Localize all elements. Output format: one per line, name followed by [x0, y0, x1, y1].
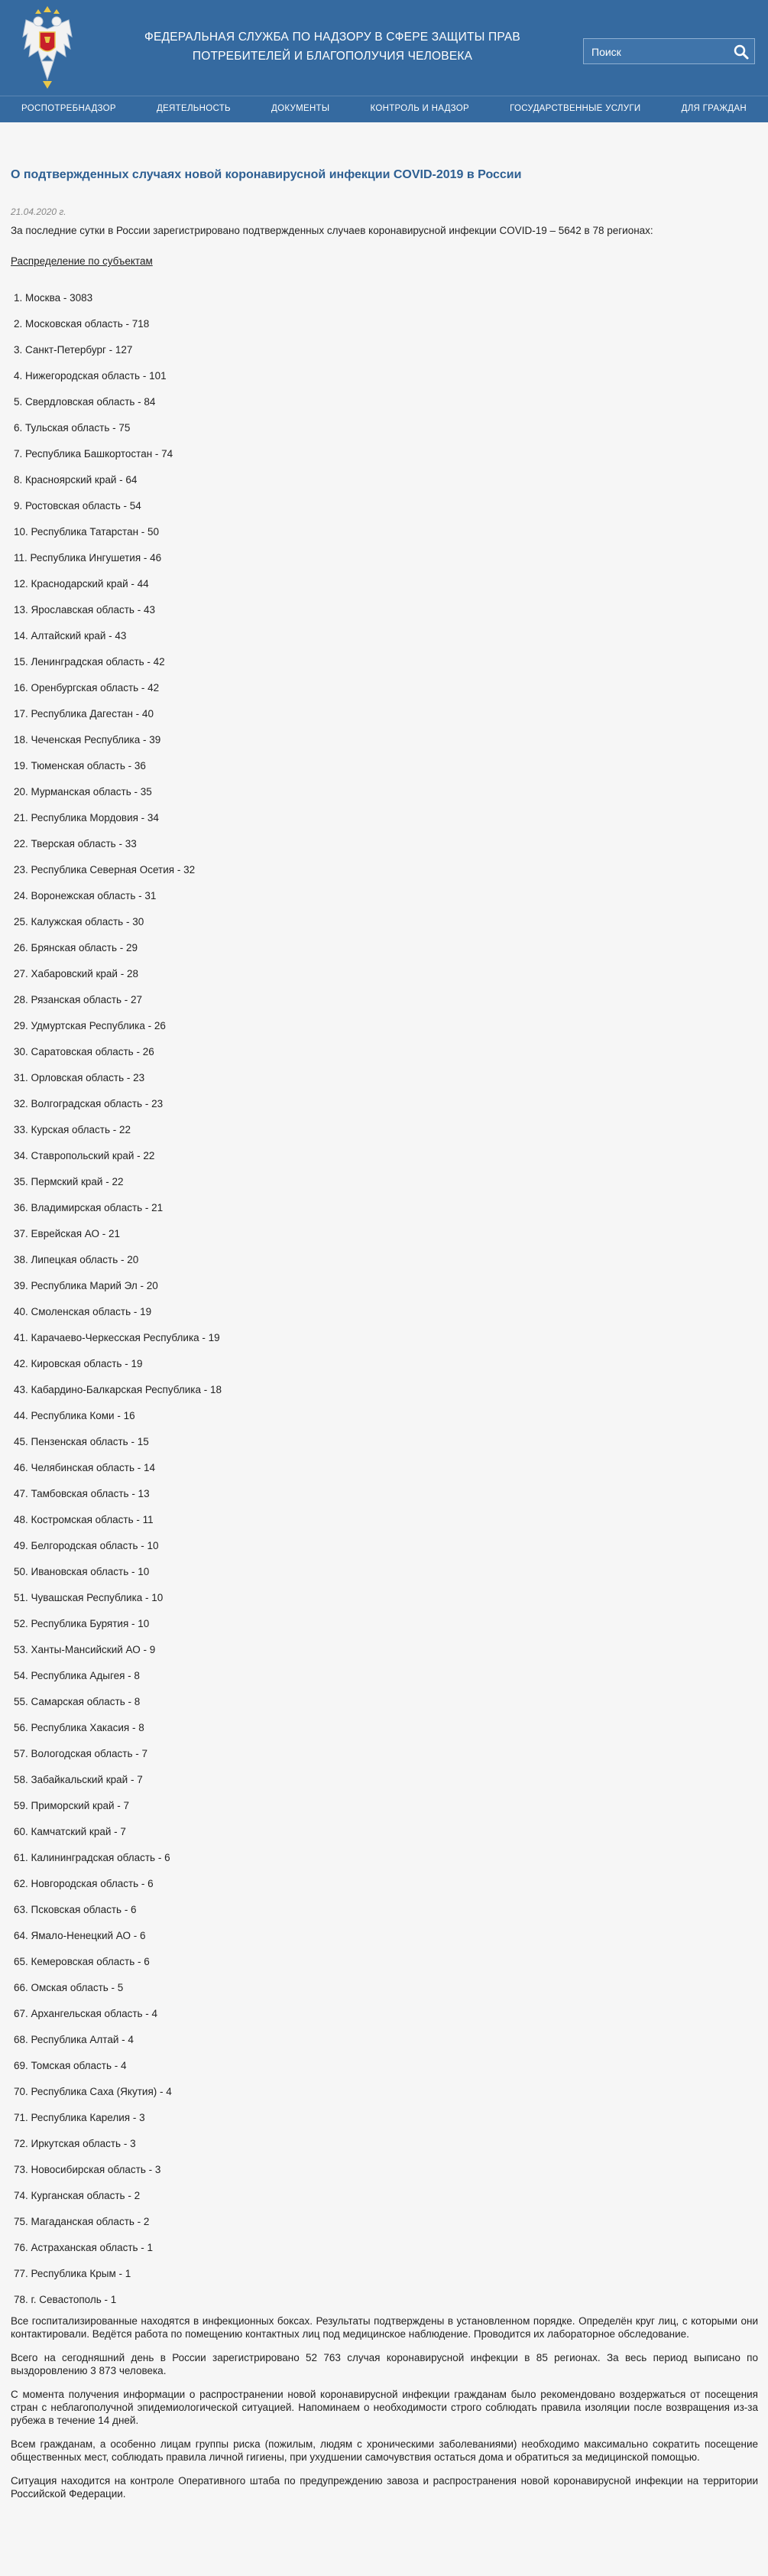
nav-item-rospotrebnadzor[interactable]: РОСПОТРЕБНАДЗОР — [21, 104, 116, 113]
list-item: 31. Орловская область - 23 — [14, 1072, 145, 1083]
list-item: 53. Ханты-Мансийский АО - 9 — [14, 1644, 156, 1655]
list-item: 4. Нижегородская область - 101 — [14, 370, 167, 382]
list-item: 58. Забайкальский край - 7 — [14, 1774, 143, 1785]
list-item: 30. Саратовская область - 26 — [14, 1046, 154, 1057]
list-item: 17. Республика Дагестан - 40 — [14, 708, 154, 720]
list-item: 52. Республика Бурятия - 10 — [14, 1618, 150, 1629]
main-nav — [0, 96, 768, 120]
list-item: 38. Липецкая область - 20 — [14, 1254, 139, 1265]
article — [11, 167, 758, 2511]
list-item: 65. Кемеровская область - 6 — [14, 1956, 150, 1967]
list-item: 49. Белгородская область - 10 — [14, 1540, 159, 1551]
list-item: 39. Республика Марий Эл - 20 — [14, 1280, 158, 1291]
list-item: 56. Республика Хакасия - 8 — [14, 1722, 144, 1733]
list-item: 19. Тюменская область - 36 — [14, 760, 146, 772]
list-item: 42. Кировская область - 19 — [14, 1358, 143, 1369]
article-paragraph: Всего на сегодняшний день в России зарегистрировано 52 763 случая коронавирусной инфекции в 85 регионах. За весь период выписано по выздоровлению 3 873 человека. — [11, 2352, 758, 2376]
nav-item-citizens[interactable]: ДЛЯ ГРАЖДАН — [681, 104, 747, 113]
list-item: 78. г. Севастополь - 1 — [14, 2294, 117, 2305]
list-item: 63. Псковская область - 6 — [14, 1904, 137, 1915]
distribution-title: Распределение по субъектам — [11, 255, 153, 267]
list-item: 62. Новгородская область - 6 — [14, 1878, 154, 1889]
list-item: 36. Владимирская область - 21 — [14, 1202, 164, 1213]
list-item: 23. Республика Северная Осетия - 32 — [14, 864, 196, 875]
site-header — [0, 0, 768, 122]
list-item: 73. Новосибирская область - 3 — [14, 2164, 161, 2175]
list-item: 18. Чеченская Республика - 39 — [14, 734, 161, 746]
list-item: 13. Ярославская область - 43 — [14, 604, 155, 616]
list-item: 26. Брянская область - 29 — [14, 942, 138, 953]
list-item: 33. Курская область - 22 — [14, 1124, 131, 1135]
list-item: 7. Республика Башкортостан - 74 — [14, 448, 173, 460]
list-item: 2. Московская область - 718 — [14, 318, 150, 330]
list-item: 9. Ростовская область - 54 — [14, 500, 141, 512]
list-item: 50. Ивановская область - 10 — [14, 1566, 150, 1577]
double-headed-eagle-emblem-icon[interactable] — [20, 6, 75, 92]
list-item: 59. Приморский край - 7 — [14, 1800, 130, 1811]
list-item: 21. Республика Мордовия - 34 — [14, 812, 159, 823]
list-item: 27. Хабаровский край - 28 — [14, 968, 138, 979]
list-item: 68. Республика Алтай - 4 — [14, 2034, 134, 2045]
list-item: 66. Омская область - 5 — [14, 1982, 124, 1993]
list-item: 48. Костромская область - 11 — [14, 1514, 154, 1525]
list-item: 72. Иркутская область - 3 — [14, 2138, 136, 2149]
nav-item-services[interactable]: ГОСУДАРСТВЕННЫЕ УСЛУГИ — [510, 104, 641, 113]
list-item: 60. Камчатский край - 7 — [14, 1826, 126, 1837]
list-item: 22. Тверская область - 33 — [14, 838, 137, 849]
list-item: 75. Магаданская область - 2 — [14, 2216, 150, 2227]
list-item: 43. Кабардино-Балкарская Республика - 18 — [14, 1384, 222, 1395]
list-item: 45. Пензенская область - 15 — [14, 1436, 149, 1447]
list-item: 41. Карачаево-Черкесская Республика - 19 — [14, 1332, 220, 1343]
list-item: 44. Республика Коми - 16 — [14, 1410, 135, 1421]
list-item: 64. Ямало-Ненецкий АО - 6 — [14, 1930, 146, 1941]
list-item: 51. Чувашская Республика - 10 — [14, 1592, 164, 1603]
list-item: 37. Еврейская АО - 21 — [14, 1228, 120, 1239]
list-item: 69. Томская область - 4 — [14, 2060, 127, 2071]
list-item: 8. Красноярский край - 64 — [14, 474, 138, 486]
list-item: 67. Архангельская область - 4 — [14, 2008, 158, 2019]
list-item: 70. Республика Саха (Якутия) - 4 — [14, 2086, 172, 2097]
list-item: 29. Удмуртская Республика - 26 — [14, 1020, 166, 1031]
nav-item-documents[interactable]: ДОКУМЕНТЫ — [271, 104, 330, 113]
article-title: О подтвержденных случаях новой коронавирусной инфекции COVID-2019 в России — [11, 168, 522, 181]
list-item: 3. Санкт-Петербург - 127 — [14, 344, 133, 356]
list-item: 24. Воронежская область - 31 — [14, 890, 157, 901]
list-item: 35. Пермский край - 22 — [14, 1176, 124, 1187]
search-input[interactable] — [584, 39, 731, 65]
list-item: 77. Республика Крым - 1 — [14, 2268, 131, 2279]
list-item: 14. Алтайский край - 43 — [14, 630, 127, 642]
article-paragraph: Все госпитализированные находятся в инфекционных боксах. Результаты подтверждены в установленном порядке. Определён круг лиц, с которыми они контактировали. Ведётся работа по помещению контактных лиц под медицинское наблюдение. Проводится их лабораторное обследование. — [11, 2315, 758, 2340]
list-item: 55. Самарская область - 8 — [14, 1696, 141, 1707]
search-box — [583, 38, 755, 64]
list-item: 6. Тульская область - 75 — [14, 422, 131, 434]
list-item: 20. Мурманская область - 35 — [14, 786, 152, 797]
region-list — [11, 291, 758, 2319]
article-paragraphs — [11, 2315, 758, 2500]
list-item: 1. Москва - 3083 — [14, 292, 93, 304]
list-item: 57. Вологодская область - 7 — [14, 1748, 147, 1759]
list-item: 12. Краснодарский край - 44 — [14, 578, 149, 590]
list-item: 15. Ленинградская область - 42 — [14, 656, 165, 668]
list-item: 61. Калининградская область - 6 — [14, 1852, 170, 1863]
site-title: ФЕДЕРАЛЬНАЯ СЛУЖБА ПО НАДЗОРУ В СФЕРЕ ЗАЩИТЫ ПРАВ ПОТРЕБИТЕЛЕЙ И БЛАГОПОЛУЧИЯ ЧЕЛОВЕКА — [144, 31, 520, 63]
list-item: 16. Оренбургская область - 42 — [14, 682, 160, 694]
list-item: 71. Республика Карелия - 3 — [14, 2112, 145, 2123]
list-item: 11. Республика Ингушетия - 46 — [14, 552, 162, 564]
article-paragraph: Ситуация находится на контроле Оперативного штаба по предупреждению завоза и распространения новой коронавирусной инфекции на территории Российской Федерации. — [11, 2475, 758, 2500]
list-item: 25. Калужская область - 30 — [14, 916, 144, 927]
list-item: 47. Тамбовская область - 13 — [14, 1488, 150, 1499]
list-item: 46. Челябинская область - 14 — [14, 1462, 156, 1473]
list-item: 76. Астраханская область - 1 — [14, 2242, 154, 2253]
list-item: 74. Курганская область - 2 — [14, 2190, 141, 2201]
list-item: 28. Рязанская область - 27 — [14, 994, 143, 1005]
list-item: 54. Республика Адыгея - 8 — [14, 1670, 140, 1681]
list-item: 40. Смоленская область - 19 — [14, 1306, 152, 1317]
list-item: 34. Ставропольский край - 22 — [14, 1150, 155, 1161]
article-paragraph: С момента получения информации о распространении новой коронавирусной инфекции гражданам было рекомендовано воздержаться от посещения стран с неблагополучной эпидемиологической ситуацией. Напоминаем о необходимости строго соблюдать правила изоляции после возвращения из-за рубежа в течение 14 дней. — [11, 2389, 758, 2426]
list-item: 5. Свердловская область - 84 — [14, 396, 156, 408]
list-item: 32. Волгоградская область - 23 — [14, 1098, 164, 1109]
search-icon[interactable] — [733, 44, 750, 60]
article-paragraph: Всем гражданам, а особенно лицам группы риска (пожилым, людям с хроническими заболеваниями) необходимо максимально сократить посещение общественных мест, соблюдать правила личной гигиены, при ухудшении самочувствия остаться дома и обратиться за медицинской помощью. — [11, 2438, 758, 2463]
article-lead: За последние сутки в России зарегистрировано подтвержденных случаев коронавирусной инфекции COVID-19 – 5642 в 78 регионах: — [11, 225, 653, 236]
nav-item-activity[interactable]: ДЕЯТЕЛЬНОСТЬ — [157, 104, 231, 113]
list-item: 10. Республика Татарстан - 50 — [14, 526, 160, 538]
article-date: 21.04.2020 г. — [11, 206, 66, 217]
nav-item-control[interactable]: КОНТРОЛЬ И НАДЗОР — [370, 104, 469, 113]
